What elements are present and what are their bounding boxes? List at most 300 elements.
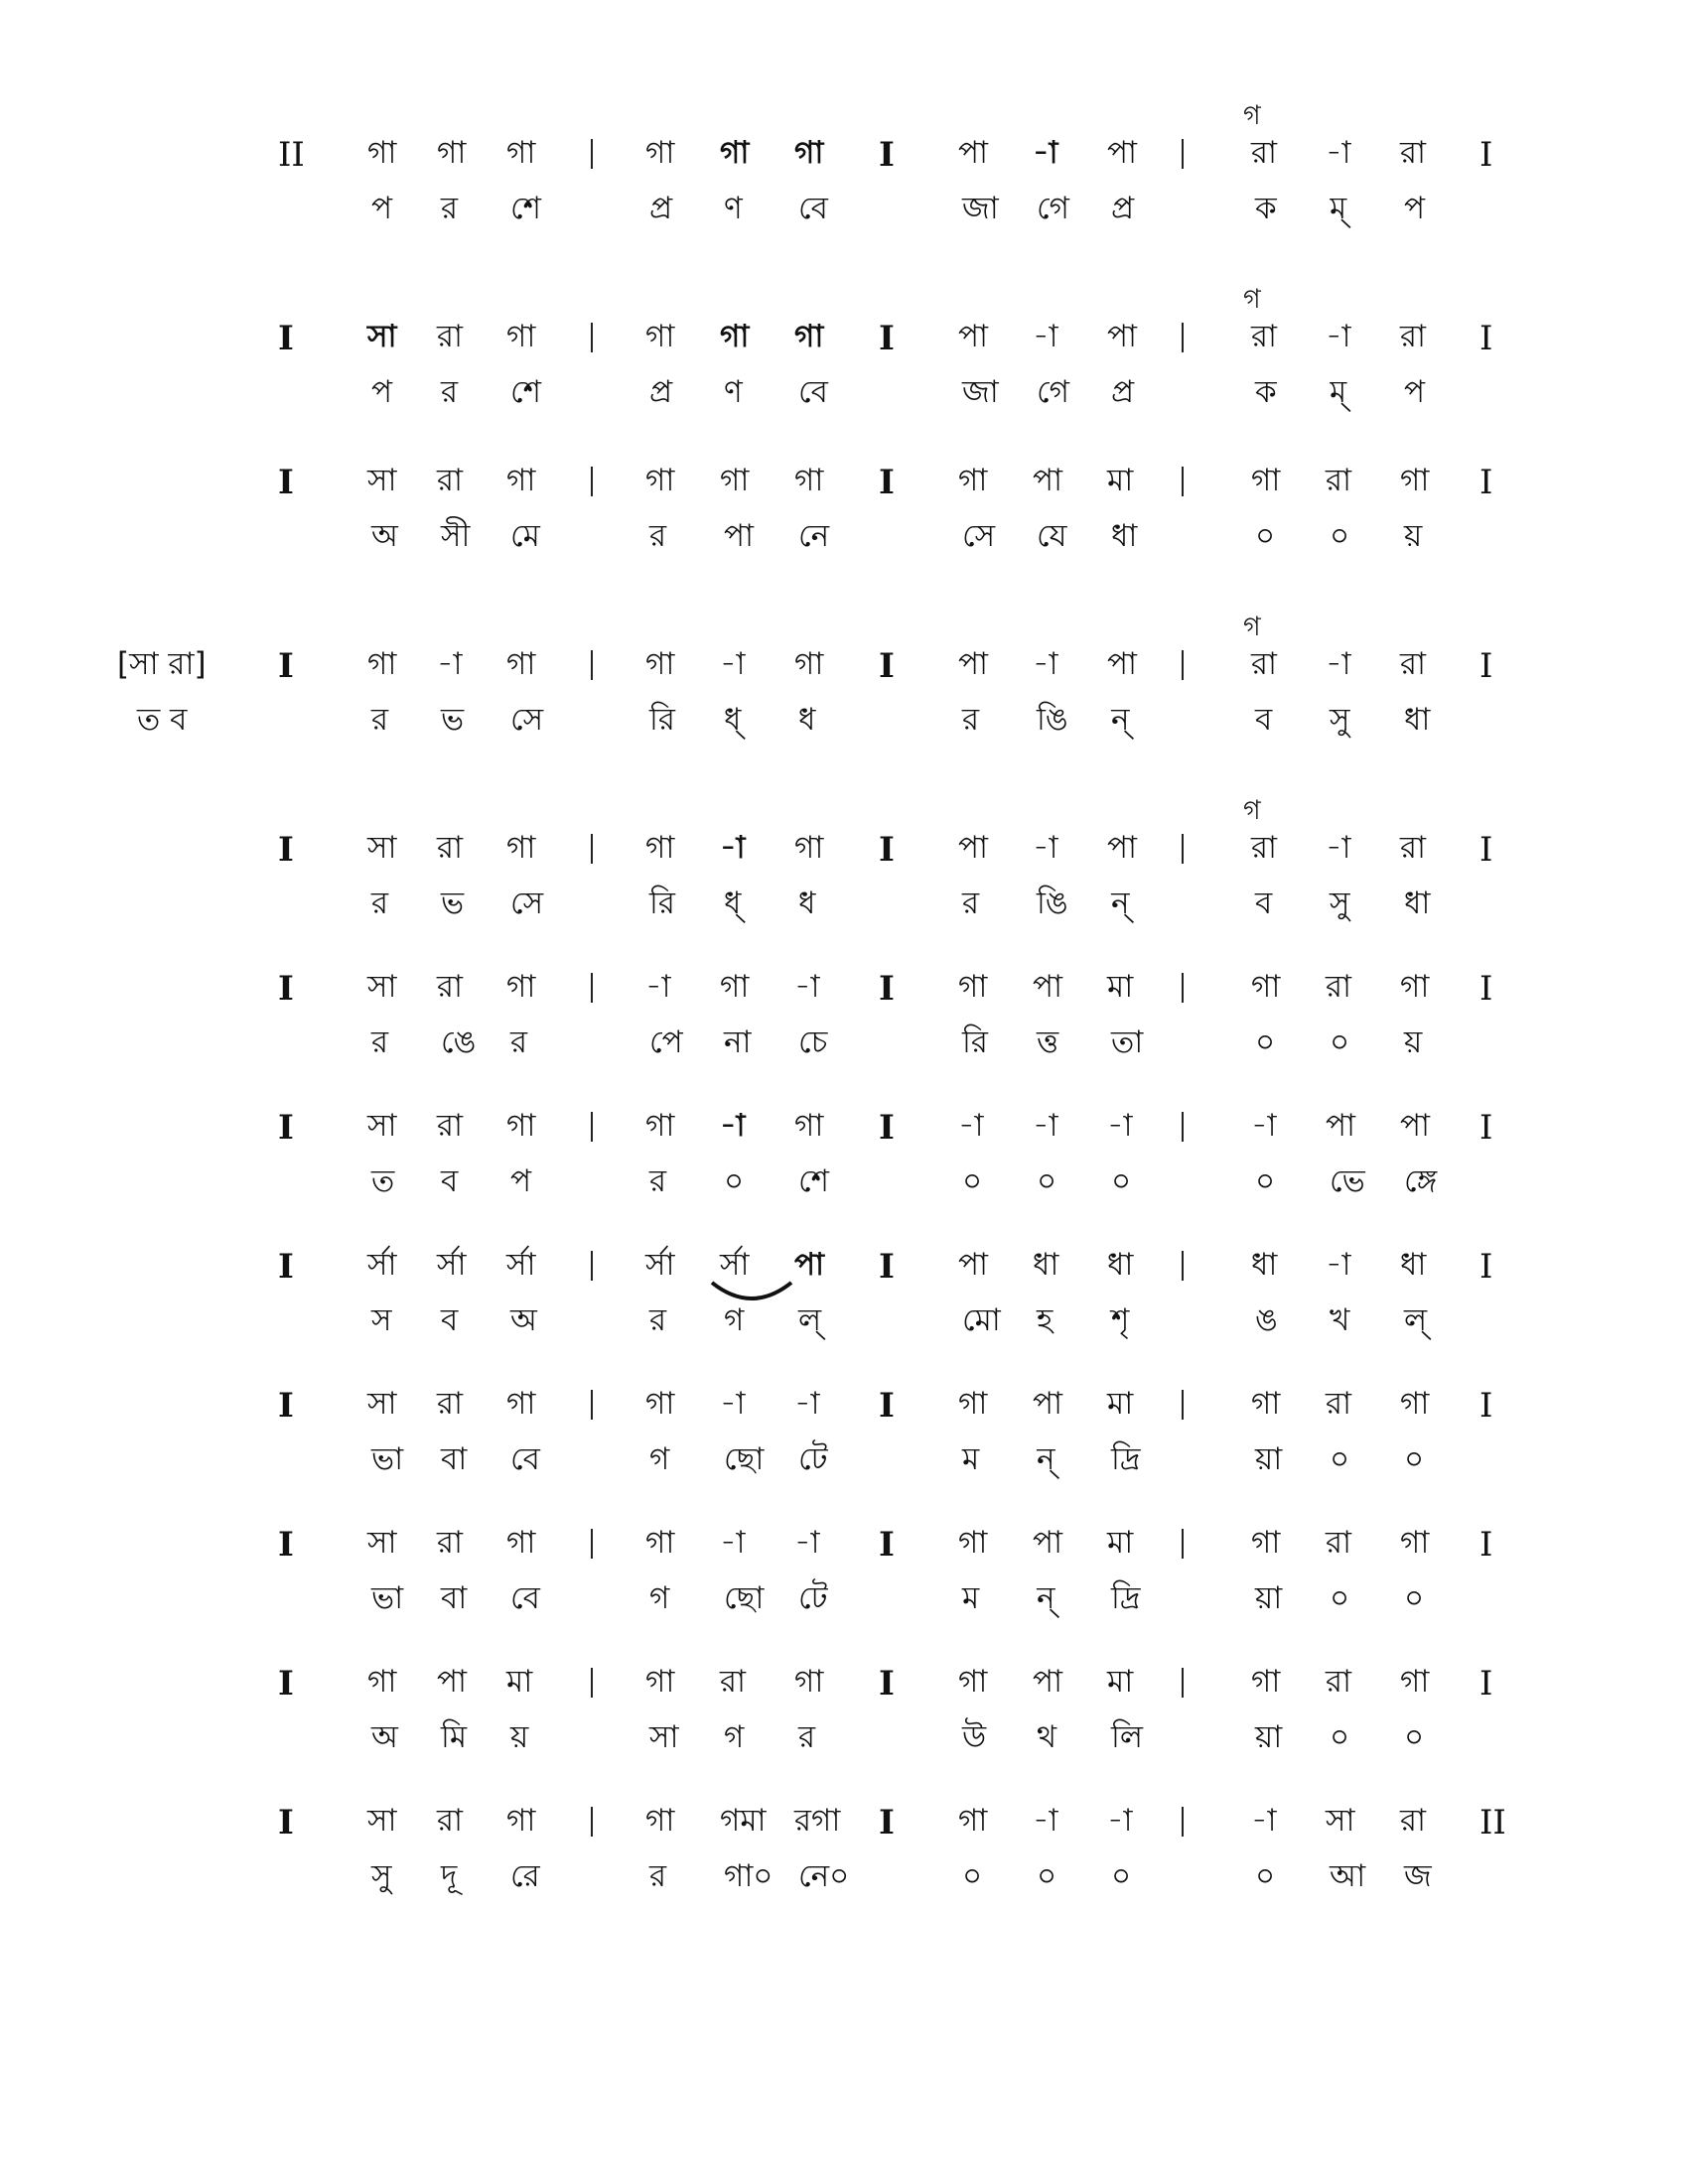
swara-note: -া	[1326, 135, 1351, 171]
notation-system	[0, 1360, 1688, 1499]
beat-divider	[591, 834, 593, 864]
lyric-syllable: চে	[798, 1024, 828, 1060]
swara-note: রা	[437, 1386, 464, 1422]
swara-note: গা	[506, 1386, 536, 1422]
lyric-syllable: গে	[1037, 374, 1069, 410]
swara-note: গা	[1251, 969, 1281, 1005]
end-barline: I	[1479, 463, 1493, 502]
notation-system	[0, 284, 1688, 432]
swara-note: মা	[1107, 969, 1134, 1005]
lyric-syllable: শে	[510, 191, 541, 226]
swara-note: ধা	[1107, 1247, 1134, 1283]
lyric-syllable: ঙ	[1255, 1302, 1278, 1338]
beat-divider	[1182, 834, 1184, 864]
start-barline: II	[278, 135, 305, 175]
lyric-syllable: ০	[1037, 1163, 1057, 1199]
swara-note: গা	[367, 1664, 397, 1700]
lyric-syllable: পে	[649, 1024, 683, 1060]
notation-system	[0, 795, 1688, 943]
lyric-syllable: ধ	[798, 702, 816, 738]
lyric-syllable: ০	[1404, 1580, 1425, 1616]
swara-note: রা	[1251, 319, 1278, 354]
swara-note: রা	[1326, 1664, 1352, 1700]
lyric-syllable: র	[371, 702, 389, 738]
lyric-syllable: অ	[371, 518, 398, 554]
lyric-syllable: মি	[441, 1719, 468, 1755]
lyric-syllable: সা	[649, 1719, 679, 1755]
lyric-syllable: ছো	[724, 1441, 765, 1477]
swara-note: পা	[958, 135, 989, 171]
swara-note: গা	[794, 319, 824, 354]
lyric-syllable: দ্রি	[1111, 1441, 1141, 1477]
swara-note: রা	[1251, 830, 1278, 866]
lyric-syllable: ন্	[1037, 1580, 1055, 1616]
lyric-syllable: ০	[962, 1858, 983, 1894]
swara-note: মা	[1107, 1386, 1134, 1422]
lyric-syllable: বে	[510, 1441, 540, 1477]
swara-note: পা	[1107, 319, 1138, 354]
lyric-syllable: ধ্	[724, 886, 742, 921]
beat-divider	[591, 323, 593, 352]
end-barline: I	[1479, 135, 1493, 175]
lyric-syllable: ম্	[1330, 374, 1347, 410]
swara-note: ধা	[1400, 1247, 1427, 1283]
lyric-syllable: স	[371, 1302, 392, 1338]
lyric-syllable: ০	[1330, 1580, 1350, 1616]
swara-note: গা	[794, 646, 824, 682]
measure-barline: I	[879, 830, 895, 870]
lyric-syllable: দূ	[441, 1858, 458, 1894]
swara-note: গা	[645, 646, 675, 682]
measure-barline: I	[879, 135, 895, 175]
swara-note: -া	[794, 969, 820, 1005]
swara-note: রা	[1326, 969, 1352, 1005]
lyric-syllable: য়	[1404, 1024, 1423, 1060]
swara-note: -া	[794, 1525, 820, 1561]
swara-note: গা	[506, 463, 536, 498]
swara-note: গা	[645, 1664, 675, 1700]
swara-note: -া	[1033, 1108, 1058, 1144]
lyric-syllable: ম	[962, 1441, 980, 1477]
lyric-syllable: নে০	[798, 1858, 850, 1894]
beat-divider	[591, 467, 593, 496]
lyric-syllable: ০	[1255, 518, 1276, 554]
swara-note: পা	[1107, 830, 1138, 866]
lyric-syllable: টে	[798, 1580, 828, 1616]
swara-note: -া	[1107, 1108, 1133, 1144]
lyric-syllable: ভ	[441, 702, 465, 738]
swara-note: গা	[794, 830, 824, 866]
end-barline: I	[1479, 1525, 1493, 1565]
lyric-syllable: শৃ	[1111, 1302, 1130, 1338]
swara-note: -া	[1326, 1247, 1351, 1283]
lyric-syllable: ধা	[1111, 518, 1138, 554]
lyric-syllable: প্র	[1111, 191, 1135, 226]
lyric-syllable: সু	[371, 1858, 392, 1894]
swara-note: -া	[958, 1108, 984, 1144]
swara-note: পা	[1107, 135, 1138, 171]
notation-system	[0, 1638, 1688, 1777]
lyric-syllable: ল্	[798, 1302, 822, 1338]
lyric-syllable: প্র	[1111, 374, 1135, 410]
swara-note: গা	[645, 319, 675, 354]
lyric-syllable: টে	[798, 1441, 828, 1477]
lyric-syllable: ভা	[371, 1441, 404, 1477]
beat-divider	[1182, 1668, 1184, 1698]
grace-note: গ	[1243, 100, 1261, 131]
swara-note: গা	[645, 135, 675, 171]
swara-note: গা	[794, 135, 824, 171]
lyric-syllable: ণ	[724, 191, 743, 226]
start-barline: I	[278, 1664, 294, 1704]
swara-note: রা	[437, 830, 464, 866]
swara-note: গা	[506, 1525, 536, 1561]
end-barline: I	[1479, 830, 1493, 870]
swara-note: রগা	[794, 1803, 841, 1839]
swara-note: -া	[794, 1386, 820, 1422]
lyric-syllable: ধ্	[724, 702, 742, 738]
swara-note: গা	[794, 463, 824, 498]
measure-barline: I	[879, 1108, 895, 1148]
swara-note: গা	[437, 135, 467, 171]
notation-system	[0, 1082, 1688, 1221]
swara-note: সা	[367, 1525, 397, 1561]
lyric-syllable: ০	[1037, 1858, 1057, 1894]
swara-note: গা	[720, 135, 750, 171]
swara-note: -া	[1033, 646, 1058, 682]
lyric-syllable: গা০	[724, 1858, 774, 1894]
swara-note: রা	[437, 463, 464, 498]
lyric-syllable: সে	[510, 886, 544, 921]
lyric-syllable: ০	[1255, 1163, 1276, 1199]
lyric-syllable: ব	[1255, 886, 1273, 921]
lyric-syllable: আ	[1330, 1858, 1366, 1894]
swara-note: গা	[1400, 1386, 1430, 1422]
lyric-syllable: মো	[962, 1302, 1001, 1338]
swara-note: -া	[1033, 830, 1058, 866]
measure-barline: I	[879, 969, 895, 1009]
swara-note: গা	[958, 463, 988, 498]
swara-note: রা	[1400, 319, 1427, 354]
swara-note: গা	[794, 1664, 824, 1700]
swara-note: গা	[1251, 1525, 1281, 1561]
measure-barline: I	[879, 1247, 895, 1287]
notation-system	[0, 1499, 1688, 1638]
beat-divider	[591, 1251, 593, 1281]
swara-note: গা	[958, 1386, 988, 1422]
swara-note: -া	[1251, 1803, 1277, 1839]
swara-note: রা	[1251, 646, 1278, 682]
swara-note: -া	[1107, 1803, 1133, 1839]
lyric-syllable: র	[649, 518, 667, 554]
swara-note: রা	[1326, 1525, 1352, 1561]
swara-note: রা	[1400, 646, 1427, 682]
lyric-syllable: ণ	[724, 374, 743, 410]
measure-barline: I	[879, 463, 895, 502]
swara-note: -া	[720, 830, 746, 866]
swara-note: গা	[1251, 1664, 1281, 1700]
slur-mark	[707, 1279, 796, 1308]
swara-note: রা	[1400, 830, 1427, 866]
lyric-syllable: ০	[1330, 1441, 1350, 1477]
lyric-syllable: ০	[1404, 1719, 1425, 1755]
swara-note: পা	[958, 830, 989, 866]
notation-system	[0, 100, 1688, 248]
start-barline: I	[278, 1386, 294, 1426]
swara-note: গা	[645, 830, 675, 866]
lyric-syllable: ০	[1404, 1441, 1425, 1477]
lyric-syllable: প্র	[649, 374, 673, 410]
lyric-syllable: ধা	[1404, 702, 1431, 738]
end-barline: I	[1479, 319, 1493, 358]
lyric-syllable: ভে	[1330, 1163, 1365, 1199]
swara-note: রা	[437, 1108, 464, 1144]
lyric-syllable: বে	[798, 191, 828, 226]
swara-note: গা	[645, 1386, 675, 1422]
grace-note: গ	[1243, 284, 1261, 315]
swara-note: গা	[645, 1525, 675, 1561]
lyric-syllable: উ	[962, 1719, 987, 1755]
lyric-syllable: ক	[1255, 191, 1277, 226]
lyric-syllable: ব	[1255, 702, 1273, 738]
end-barline: I	[1479, 1108, 1493, 1148]
lyric-syllable: র	[441, 191, 459, 226]
swara-note: গা	[1251, 463, 1281, 498]
measure-barline: I	[879, 1525, 895, 1565]
swara-note: গা	[794, 1108, 824, 1144]
lyric-syllable: থ	[1037, 1719, 1057, 1755]
swara-note: রা	[720, 1664, 747, 1700]
swara-note: রা	[437, 319, 464, 354]
swara-note: পা	[1033, 1386, 1063, 1422]
measure-barline: I	[879, 1664, 895, 1704]
swara-note: গা	[1400, 463, 1430, 498]
beat-divider	[591, 1668, 593, 1698]
beat-divider	[1182, 1251, 1184, 1281]
swara-note: মা	[1107, 1525, 1134, 1561]
swara-note: গা	[367, 646, 397, 682]
beat-divider	[591, 973, 593, 1003]
swara-note: গা	[506, 969, 536, 1005]
lyric-syllable: ন্	[1111, 702, 1130, 738]
lyric-syllable: যে	[1037, 518, 1067, 554]
swara-note: র্সা	[506, 1247, 536, 1283]
end-barline: I	[1479, 1386, 1493, 1426]
swara-note: ধা	[1251, 1247, 1278, 1283]
lyric-syllable: র	[962, 886, 980, 921]
pickup-lyrics: ত ব	[137, 702, 188, 738]
lyric-syllable: জা	[962, 191, 999, 226]
swara-note: রা	[1400, 1803, 1427, 1839]
lyric-syllable: সু	[1330, 702, 1350, 738]
lyric-syllable: প	[510, 1163, 532, 1199]
beat-divider	[591, 1390, 593, 1420]
swara-note: পা	[437, 1664, 468, 1700]
lyric-syllable: প	[1404, 191, 1426, 226]
lyric-syllable: জ	[1404, 1858, 1432, 1894]
swara-note: গা	[1400, 1525, 1430, 1561]
swara-note: পা	[1033, 1664, 1063, 1700]
swara-note: পা	[1033, 463, 1063, 498]
start-barline: I	[278, 319, 294, 358]
swara-note: গা	[506, 830, 536, 866]
swara-note: রা	[437, 1525, 464, 1561]
lyric-syllable: সু	[1330, 886, 1350, 921]
swara-note: র্সা	[367, 1247, 397, 1283]
swara-note: গা	[1251, 1386, 1281, 1422]
lyric-syllable: র	[371, 886, 389, 921]
swara-note: পা	[1400, 1108, 1431, 1144]
lyric-syllable: লি	[1111, 1719, 1143, 1755]
swara-note: র্সা	[437, 1247, 467, 1283]
swara-note: গা	[720, 319, 750, 354]
lyric-syllable: য়া	[1255, 1580, 1283, 1616]
end-barline: I	[1479, 646, 1493, 686]
lyric-syllable: ম্	[1330, 191, 1347, 226]
swara-note: রা	[437, 969, 464, 1005]
measure-barline: I	[879, 1803, 895, 1843]
measure-barline: I	[879, 646, 895, 686]
lyric-syllable: পা	[724, 518, 755, 554]
lyric-syllable: ধা	[1404, 886, 1431, 921]
end-barline: II	[1479, 1803, 1506, 1843]
lyric-syllable: গ	[649, 1441, 670, 1477]
lyric-syllable: গে	[1037, 191, 1069, 226]
lyric-syllable: শে	[510, 374, 541, 410]
swara-note: সা	[367, 1803, 397, 1839]
swara-note: -া	[1251, 1108, 1277, 1144]
swara-note: -া	[720, 1108, 746, 1144]
lyric-syllable: প	[371, 374, 393, 410]
lyric-syllable: রে	[510, 1858, 540, 1894]
lyric-syllable: সী	[441, 518, 471, 554]
swara-note: গা	[958, 1525, 988, 1561]
lyric-syllable: র	[649, 1163, 667, 1199]
swara-note: পা	[1033, 1525, 1063, 1561]
swara-note: -া	[1033, 1803, 1058, 1839]
beat-divider	[1182, 1390, 1184, 1420]
lyric-syllable: অ	[371, 1719, 398, 1755]
lyric-syllable: খ	[1330, 1302, 1350, 1338]
lyric-syllable: হ	[1037, 1302, 1054, 1338]
beat-divider	[591, 1807, 593, 1837]
start-barline: I	[278, 463, 294, 502]
lyric-syllable: মে	[510, 518, 540, 554]
lyric-syllable: সে	[962, 518, 996, 554]
swara-note: র্সা	[720, 1247, 750, 1283]
swara-note: গা	[506, 1803, 536, 1839]
start-barline: I	[278, 1108, 294, 1148]
swara-note: গা	[645, 463, 675, 498]
lyric-syllable: ল্	[1404, 1302, 1428, 1338]
lyric-syllable: ০	[1330, 1719, 1350, 1755]
swara-note: গা	[720, 969, 750, 1005]
lyric-syllable: র	[798, 1719, 816, 1755]
lyric-syllable: ন্	[1037, 1441, 1055, 1477]
beat-divider	[1182, 1807, 1184, 1837]
lyric-syllable: না	[724, 1024, 752, 1060]
swara-note: পা	[1033, 969, 1063, 1005]
swara-note: গা	[506, 319, 536, 354]
swara-note: পা	[794, 1247, 825, 1283]
swara-note: পা	[958, 319, 989, 354]
lyric-syllable: গ	[724, 1719, 745, 1755]
swara-note: -া	[1033, 319, 1058, 354]
swara-note: সা	[367, 463, 397, 498]
start-barline: I	[278, 830, 294, 870]
beat-divider	[591, 650, 593, 680]
swara-note: রা	[1326, 463, 1352, 498]
swara-note: সা	[367, 830, 397, 866]
lyric-syllable: ত্ত	[1037, 1024, 1059, 1060]
swara-note: র্সা	[645, 1247, 675, 1283]
swara-note: -া	[1033, 135, 1058, 171]
beat-divider	[1182, 1529, 1184, 1559]
lyric-syllable: ঙি	[1037, 886, 1068, 921]
lyric-syllable: ঙ্গে	[1404, 1163, 1438, 1199]
lyric-syllable: প্র	[649, 191, 673, 226]
lyric-syllable: রি	[962, 1024, 988, 1060]
swara-note: সা	[1326, 1803, 1355, 1839]
lyric-syllable: বা	[441, 1441, 468, 1477]
beat-divider	[591, 139, 593, 169]
swara-note: গা	[720, 463, 750, 498]
swara-note: গা	[1400, 1664, 1430, 1700]
swara-note: ধা	[1033, 1247, 1059, 1283]
swara-note: গা	[958, 969, 988, 1005]
lyric-syllable: ছো	[724, 1580, 765, 1616]
beat-divider	[1182, 650, 1184, 680]
lyric-syllable: ঙে	[441, 1024, 477, 1060]
measure-barline: I	[879, 319, 895, 358]
lyric-syllable: ব	[441, 1302, 459, 1338]
lyric-syllable: ভ	[441, 886, 465, 921]
lyric-syllable: ০	[962, 1163, 983, 1199]
swara-note: রা	[437, 1803, 464, 1839]
swara-note: -া	[720, 1525, 746, 1561]
swara-note: গা	[645, 1803, 675, 1839]
swara-note: সা	[367, 969, 397, 1005]
lyric-syllable: ব	[441, 1163, 459, 1199]
swara-note: গা	[1400, 969, 1430, 1005]
lyric-syllable: রি	[649, 886, 675, 921]
grace-note: গ	[1243, 795, 1261, 826]
beat-divider	[591, 1529, 593, 1559]
notation-system	[0, 1221, 1688, 1360]
end-barline: I	[1479, 1247, 1493, 1287]
lyric-syllable: ক	[1255, 374, 1277, 410]
beat-divider	[1182, 973, 1184, 1003]
lyric-syllable: নে	[798, 518, 830, 554]
lyric-syllable: ০	[1255, 1024, 1276, 1060]
swara-note: রা	[1326, 1386, 1352, 1422]
grace-note: গ	[1243, 612, 1261, 642]
notation-system	[0, 943, 1688, 1082]
lyric-syllable: রি	[649, 702, 675, 738]
lyric-syllable: ০	[1255, 1858, 1276, 1894]
beat-divider	[1182, 139, 1184, 169]
swara-note: -া	[720, 646, 746, 682]
notation-system	[0, 1777, 1688, 1916]
swara-note: -া	[645, 969, 671, 1005]
swara-note: পা	[1107, 646, 1138, 682]
swara-note: গমা	[720, 1803, 767, 1839]
swara-note: গা	[506, 646, 536, 682]
swara-note: মা	[1107, 463, 1134, 498]
start-barline: I	[278, 1525, 294, 1565]
pickup-notes: [সা রা]	[117, 646, 207, 682]
lyric-syllable: ০	[1111, 1858, 1132, 1894]
